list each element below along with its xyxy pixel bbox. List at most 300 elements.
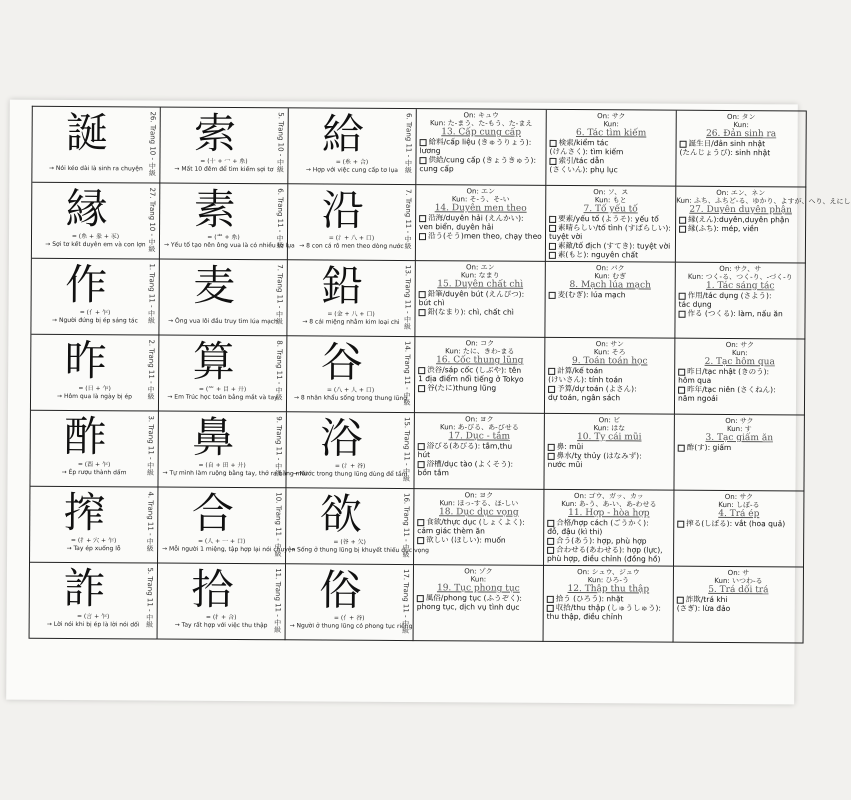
reading-card [415, 337, 545, 414]
example-text: 鉛筆/duyên bút (えんぴつ): [427, 289, 525, 299]
reading-card [545, 338, 675, 415]
kanji-card [158, 488, 296, 565]
kanji-character: 沿 [321, 185, 364, 235]
card-index-label: 26. Trang 10 - 中級 [148, 111, 157, 177]
on-reading: On: ゴウ、ガッ、カッ [574, 492, 644, 501]
on-reading: On: ビ [598, 416, 621, 425]
checkbox-icon [419, 215, 426, 222]
kanji-card [286, 488, 429, 565]
example-text: lương [419, 146, 441, 156]
card-index-label: 11. Trang 11 - 中級 [273, 568, 282, 634]
flashcard-grid [29, 106, 851, 644]
example-text: 昨日/tạc nhật (きのう): [687, 366, 770, 377]
example-text: 予算/dự toán (よさん): [557, 383, 637, 394]
on-reading: On: サク [724, 492, 754, 502]
kanji-character: 昨 [64, 335, 107, 386]
card-title: 12. Thập thu thập [567, 584, 650, 595]
mnemonic-text: → 8 nhân khẩu sống trong thung lũng [293, 394, 408, 403]
example-text: 詐欺/trá khi [685, 594, 728, 604]
mnemonic-text: → Tay rất hợp với việc thu thập [174, 621, 268, 630]
checkbox-icon [549, 291, 556, 298]
card-title: 26. Đản sinh ra [706, 128, 777, 140]
kanji-components: = (糸 + 合) [335, 158, 369, 166]
card-row [30, 487, 804, 568]
kanji-card [32, 107, 160, 184]
reading-card [675, 263, 805, 340]
example-text: 鉛(なまり): chì, chất chì [427, 307, 514, 317]
card-row [32, 107, 806, 188]
checkbox-icon [679, 292, 686, 299]
on-reading: On: ソ、ス [593, 188, 629, 197]
checkbox-icon [547, 537, 554, 544]
example-text: 1 địa điểm nổi tiếng ở Tokyo [418, 374, 524, 384]
card-row [30, 563, 804, 644]
card-title: 7. Tố yếu tố [583, 204, 638, 215]
example-text: 要素/yếu tố (ようそ): yếu tố [558, 213, 659, 224]
card-index-label: 2. Trang 11 - 中級 [147, 339, 156, 400]
on-reading: On: コク [465, 339, 495, 348]
example-text: bồn tắm [417, 468, 449, 478]
kanji-character: 酢 [64, 411, 107, 462]
example-line [546, 250, 675, 260]
kun-reading: Kun: たに、きわ-まる [445, 347, 515, 356]
example-text: 素(もと): nguyên chất [557, 249, 639, 260]
example-text: ven biển, duyên hải [419, 222, 494, 232]
on-reading: On: ヨク [464, 491, 494, 500]
example-line [415, 383, 544, 393]
example-text: 欲しい (ほしい): muốn [426, 535, 506, 545]
kanji-components: = (八 + 人 + 口) [326, 386, 375, 394]
card-index-label: 9. Trang 11 - 中級 [274, 416, 283, 477]
example-line [414, 602, 543, 612]
checkbox-icon [679, 310, 686, 317]
kanji-card [30, 563, 158, 640]
example-line [675, 394, 804, 404]
mnemonic-text: → Mất 10 đêm để tìm kiếm sợi tơ [174, 165, 274, 174]
example-text: 酢(す): giấm [686, 442, 732, 453]
checkbox-icon [419, 309, 426, 316]
on-reading: On: シュウ、ジュウ [577, 568, 640, 577]
kanji-character: 俗 [319, 565, 362, 615]
kanji-character: 作 [65, 259, 108, 310]
on-reading: On: サン [595, 340, 624, 349]
example-text: tác dụng [678, 299, 712, 309]
example-text: 計算/kế toán [557, 365, 603, 376]
example-text: (さぎ): lừa đảo [676, 603, 731, 614]
checkbox-icon [677, 596, 684, 603]
example-text: 作用/tác dụng (さよう): [687, 290, 772, 301]
example-line [416, 231, 545, 241]
checkbox-icon [417, 537, 424, 544]
mnemonic-text: → Em Trúc học toán bằng mắt và tay [167, 393, 278, 402]
example-line [544, 612, 673, 622]
example-text: 昨年/tạc niên (さくねん): [687, 384, 776, 395]
kanji-components: = (亻+ 谷) [333, 614, 365, 622]
kanji-card [158, 564, 286, 641]
example-text: 沿う(そう)men theo, chạy theo [427, 231, 542, 241]
kanji-card [287, 260, 415, 337]
kun-reading: Kun: た-まう、た-もう、た-まえ [430, 119, 533, 128]
checkbox-icon [418, 367, 425, 374]
example-text: 誕生日/đản sinh nhật [688, 138, 766, 149]
example-text: nước mũi [547, 459, 583, 470]
on-reading: On: サク [725, 416, 754, 426]
on-reading: On: サク [725, 340, 755, 350]
kanji-card [32, 183, 160, 260]
kanji-character: 浴 [320, 413, 363, 463]
reading-card [544, 490, 674, 567]
on-reading: On: サ [727, 568, 750, 578]
card-index-label: 3. Trang 11 - 中級 [146, 415, 155, 476]
card-title: 19. Tục phong tục [436, 583, 520, 594]
card-index-label: 10. Trang 11 - 中級 [274, 492, 283, 558]
mnemonic-text: → Người đứng bị ép sáng tác [52, 316, 138, 325]
example-line [545, 460, 674, 470]
reading-card [414, 413, 544, 490]
kanji-components: = (糸 + 彖 + 豕) [71, 232, 120, 241]
example-text: (けんさく): tìm kiếm [549, 146, 624, 157]
kun-reading: Kun: いつわ-る [714, 576, 763, 586]
kanji-character: 鉛 [321, 261, 364, 311]
card-title: 9. Toán toán học [571, 356, 648, 367]
kanji-character: 谷 [320, 337, 363, 387]
example-line [675, 443, 804, 453]
checkbox-icon [548, 367, 555, 374]
mnemonic-text: → Hợp với việc cung cấp tơ lụa [305, 166, 398, 174]
example-text: 浴槽/dục tào (よくそう): [426, 459, 514, 469]
checkbox-icon [678, 386, 685, 393]
kun-reading: Kun: はな [593, 424, 626, 433]
example-text: 供給/cung cấp (きょうきゅう): [428, 155, 537, 165]
example-text: dự toán, ngân sách [548, 392, 621, 403]
on-reading: On: サク、サ [719, 264, 762, 274]
checkbox-icon [547, 595, 554, 602]
example-text: 拾う (ひろう): nhặt [555, 593, 624, 604]
kun-reading: Kun: しぼ-る [718, 500, 760, 510]
card-title: 18. Dục dục vọng [438, 507, 519, 518]
mnemonic-text: → Sống ở thung lũng bị khuyết thiếu dục vọng [290, 546, 429, 555]
reading-card [414, 489, 544, 566]
example-text: phong tục, dịch vụ tình dục [416, 602, 520, 612]
card-index-label: 1. Trang 11 - 中級 [147, 263, 156, 324]
kun-reading: Kun: あ-う、あ-い、あ-わせる [561, 499, 657, 509]
kanji-character: 誕 [65, 107, 109, 158]
flashcard-sheet [6, 100, 851, 705]
example-line [415, 468, 544, 478]
kanji-components: = (⺮ + 目 + 廾) [198, 385, 247, 394]
card-index-label: 27. Trang 10 - 中級 [147, 187, 157, 253]
card-index-label: 17. Trang 11 - 中級 [401, 569, 410, 634]
checkbox-icon [549, 224, 556, 231]
on-reading: On: エン [466, 263, 495, 272]
card-title: 6. Tác tìm kiếm [575, 128, 647, 139]
checkbox-icon [549, 157, 556, 164]
example-line [545, 393, 674, 403]
example-text: 索引/tác dẫn [558, 155, 605, 166]
mnemonic-text: → Người ở thung lũng có phong tục riêng [289, 622, 413, 631]
checkbox-icon [419, 291, 426, 298]
kanji-components: = (金 + 八 + 口) [327, 310, 375, 318]
kanji-character: 索 [193, 108, 237, 158]
card-row [31, 335, 805, 416]
kanji-card [288, 184, 416, 261]
checkbox-icon [680, 140, 687, 147]
checkbox-icon [548, 452, 555, 459]
kanji-card [31, 259, 159, 336]
checkbox-icon [547, 519, 554, 526]
example-text: phù hợp, điều chỉnh (đồng hồ) [547, 553, 661, 564]
kanji-components: = (十 + 冖 + 糸) [200, 157, 248, 166]
card-title: 1. Tác sáng tác [705, 280, 775, 292]
checkbox-icon [417, 519, 424, 526]
card-index-label: 6. Trang 11 - 中級 [404, 113, 413, 174]
mnemonic-text: → Ông vua lôi đầu truy tìm lúa mạch [168, 317, 278, 326]
reading-card [546, 186, 676, 263]
card-title: 3. Tạc giấm ăn [705, 432, 774, 444]
example-text: 合う(あう): hợp, phù hợp [556, 535, 647, 546]
checkbox-icon [549, 251, 556, 258]
checkbox-icon [678, 368, 685, 375]
example-text: 作る (つくる): làm, nấu ăn [687, 308, 783, 319]
checkbox-icon [548, 385, 555, 392]
checkbox-icon [418, 461, 425, 468]
on-reading: On: タン [726, 112, 756, 122]
reading-card [415, 261, 545, 338]
card-row [31, 259, 805, 340]
on-reading: On: ヨク [465, 415, 494, 424]
example-line [546, 165, 675, 175]
on-reading: On: エン、ネン [716, 188, 766, 198]
card-title: 16. Cốc thung lũng [436, 355, 524, 366]
example-line [676, 309, 805, 319]
reading-card [676, 111, 806, 188]
example-text: 麦(むぎ): lúa mạch [557, 289, 626, 300]
kun-reading: Kun: す [726, 424, 752, 434]
kanji-card [287, 336, 415, 413]
card-index-label: 5. Trang 11 - 中級 [145, 567, 154, 628]
card-index-label: 7. Trang 11 - 中級 [275, 264, 284, 325]
card-index-label: 13. Trang 11 - 中級 [403, 265, 412, 330]
example-line [416, 307, 545, 317]
card-title: 2. Tạc hôm qua [704, 356, 775, 368]
kanji-components: = (日 + 乍) [78, 385, 111, 393]
checkbox-icon [418, 443, 425, 450]
kun-reading: Kun: なまり [460, 271, 500, 280]
kun-reading: Kun: [732, 349, 748, 358]
card-index-label: 15. Trang 11 - 中級 [402, 417, 411, 482]
kun-reading: Kun: [603, 120, 619, 129]
card-index-label: 14. Trang 11 - 中級 [402, 341, 412, 406]
kanji-character: 給 [321, 109, 365, 159]
checkbox-icon [547, 546, 554, 553]
card-row [32, 183, 851, 264]
example-text: hút [417, 450, 431, 460]
example-text: 沿海/duyên hải (えんかい): [428, 213, 524, 223]
example-line [544, 554, 673, 564]
reading-card [674, 567, 804, 644]
mnemonic-text: → Mỗi người 1 miệng, tập hợp lại nói chuyện [162, 545, 296, 554]
kun-reading: Kun: ほっ-する、ほ-しい [439, 499, 519, 508]
reading-card [674, 491, 804, 568]
example-line [676, 224, 805, 234]
kanji-components: = (扌+ 穴 + 乍) [70, 536, 117, 545]
checkbox-icon [549, 242, 556, 249]
example-text: 合格/hợp cách (ごうかく): [556, 517, 649, 528]
card-title: 15. Duyên chất chì [437, 279, 524, 290]
card-index-label: 6. Trang 11 - 中級 [275, 188, 285, 249]
example-text: đỗ, đậu (kì thi) [547, 526, 603, 537]
card-title: 8. Mạch lúa mạch [569, 280, 651, 291]
card-title: 4. Trá ép [718, 508, 760, 520]
example-text: 縁(ふち): mép, viền [688, 223, 759, 234]
kun-reading: Kun: ひろ-う [587, 576, 630, 585]
kanji-components: = (酉 + 乍) [77, 461, 111, 469]
reading-card [675, 339, 805, 416]
example-text: 渋谷/sáp cốc (しぶや): tên [427, 365, 522, 375]
on-reading: On: サク [597, 112, 626, 121]
kun-reading: Kun: そろ [593, 348, 626, 357]
reading-card [544, 566, 674, 643]
kanji-character: 算 [192, 336, 235, 386]
card-title: 14. Duyên men theo [434, 203, 527, 214]
kanji-components: = (谷 + 欠) [333, 538, 366, 546]
kanji-character: 詐 [63, 563, 106, 614]
example-text: tuyệt vời [548, 231, 583, 242]
kun-reading: Kun: もと [594, 196, 627, 205]
kanji-card [288, 108, 416, 185]
kun-reading: Kun: あ-びる、あ-びせる [439, 423, 519, 432]
kanji-card [160, 184, 295, 261]
example-text: (さくいん): phụ lục [549, 164, 618, 175]
reading-card [416, 185, 546, 262]
example-text: cảm giác thèm ăn [417, 526, 485, 536]
kun-reading: Kun: むぎ [594, 272, 627, 281]
example-text: 浴びる(あびる): tắm,thu [426, 441, 513, 451]
on-reading: On: エン [466, 187, 496, 196]
checkbox-icon [547, 604, 554, 611]
kanji-card [159, 336, 287, 413]
example-line [416, 164, 545, 174]
kanji-character: 素 [193, 184, 236, 234]
example-text: 縁(えん):duyên,duyên phận [688, 214, 790, 225]
kanji-character: 麦 [193, 260, 236, 310]
card-index-label: 4. Trang 11 - 中級 [146, 491, 155, 552]
mnemonic-text: → Tay ép xuống lỗ [66, 544, 121, 553]
checkbox-icon [417, 595, 424, 602]
reading-card [674, 415, 804, 492]
card-index-label: 16. Trang 11 - 中級 [402, 493, 411, 558]
example-text: 素敵/tố địch (すてき): tuyệt vời [557, 240, 671, 251]
reading-card [546, 110, 676, 187]
example-text: 谷(たに)thung lũng [427, 383, 497, 393]
example-line [674, 604, 803, 614]
example-text: (たんじょうび): sinh nhật [679, 147, 771, 158]
kanji-card [30, 411, 158, 488]
card-index-label: 8. Trang 11 - 中級 [275, 340, 284, 401]
mnemonic-text: → Hôm qua là ngày bị ép [57, 392, 133, 401]
example-text: 収拾/thu thập (しゅうしゅう): [555, 602, 661, 613]
checkbox-icon [678, 444, 685, 451]
example-text: 食欲/thực dục (しょくよく): [426, 517, 525, 527]
kanji-components: = (人 + 一 + 口) [197, 537, 246, 546]
mnemonic-text: → Lời nói khi bị ép là lời nói dối [46, 620, 140, 629]
kanji-character: 欲 [319, 489, 362, 539]
card-title: 5. Trá dối trá [708, 584, 769, 596]
kanji-card [160, 108, 288, 185]
kanji-card [286, 412, 414, 489]
example-text: (けいさん): tính toán [548, 374, 623, 385]
kanji-card [286, 564, 414, 641]
example-text: 鼻水/tỵ thủy (はなみず): [556, 450, 642, 461]
kanji-card [31, 335, 159, 412]
example-text: 風俗/phong tục (ふうぞく): [425, 593, 522, 603]
example-text: 給料/cấp liệu (きゅうりょう): [428, 137, 532, 147]
kanji-character: 搾 [63, 487, 106, 538]
kanji-character: 拾 [191, 564, 234, 614]
example-text: 鼻: mũi [556, 441, 584, 452]
checkbox-icon [418, 385, 425, 392]
example-text: 検索/kiểm tác [558, 137, 609, 148]
reading-card [544, 414, 674, 491]
card-title: 10. Tỵ cái mũi [577, 432, 642, 443]
reading-card [416, 109, 546, 186]
kanji-components: = (言 + 乍) [76, 613, 110, 621]
checkbox-icon [679, 216, 686, 223]
example-line [414, 535, 543, 545]
on-reading: On: キュウ [463, 111, 500, 120]
example-text: 搾る(しぼる): vắt (hoa quả) [686, 518, 786, 529]
card-title: 27. Duyên duyên phận [689, 204, 793, 216]
kanji-card [159, 260, 287, 337]
checkbox-icon [548, 443, 555, 450]
card-index-label: 7. Trang 11 - 中級 [403, 189, 413, 250]
checkbox-icon [550, 139, 557, 146]
kanji-card [30, 487, 158, 564]
checkbox-icon [679, 225, 686, 232]
checkbox-icon [419, 157, 426, 164]
kanji-components: = (亻+ 乍) [79, 309, 111, 317]
example-text: năm ngoái [678, 393, 718, 403]
on-reading: On: ゾク [464, 567, 493, 576]
example-text: thu thập, điều chỉnh [546, 611, 623, 622]
kanji-character: 合 [191, 488, 234, 538]
mnemonic-text: → Yếu tố tạo nên ông vua là có nhiều tơ lụa [163, 241, 295, 250]
mnemonic-text: → Sợi tơ kết duyên em và con lợn [45, 240, 146, 249]
reading-card [676, 187, 851, 264]
mnemonic-text: → Nói kéo dài là sinh ra chuyện [48, 164, 143, 173]
kanji-components: = (氵+ 八 + 口) [328, 234, 375, 242]
example-text: 合わせる(あわせる): hợp (lực), [556, 544, 663, 555]
kun-reading: Kun: [733, 121, 749, 130]
mnemonic-text: → Nước trong thung lũng dùng để tắm [292, 470, 408, 479]
example-line [546, 290, 675, 300]
kun-reading: Kun: そ-う、そ-い [451, 195, 510, 204]
kanji-components: = (扌+ 合) [205, 613, 237, 621]
example-text: 素晴らしい/tố tình (すばらしい): [558, 222, 671, 233]
checkbox-icon [549, 215, 556, 222]
mnemonic-text: → Ép rượu thành dấm [61, 468, 127, 477]
kanji-character: 鼻 [192, 412, 235, 462]
kanji-character: 縁 [65, 183, 108, 234]
kanji-components: = (氵+ 谷) [334, 462, 366, 470]
reading-card [414, 565, 544, 642]
reading-card [545, 262, 675, 339]
card-index-label: 5. Trang 10 - 中級 [276, 112, 285, 173]
kanji-card [158, 412, 307, 489]
example-text: hôm qua [678, 375, 712, 385]
mnemonic-text: → 8 cái miệng nhằm kim loại chì [302, 318, 400, 326]
kun-reading: Kun: ふち、ふちど-る、ゆかり、よすが、へり、えにし [676, 196, 851, 206]
